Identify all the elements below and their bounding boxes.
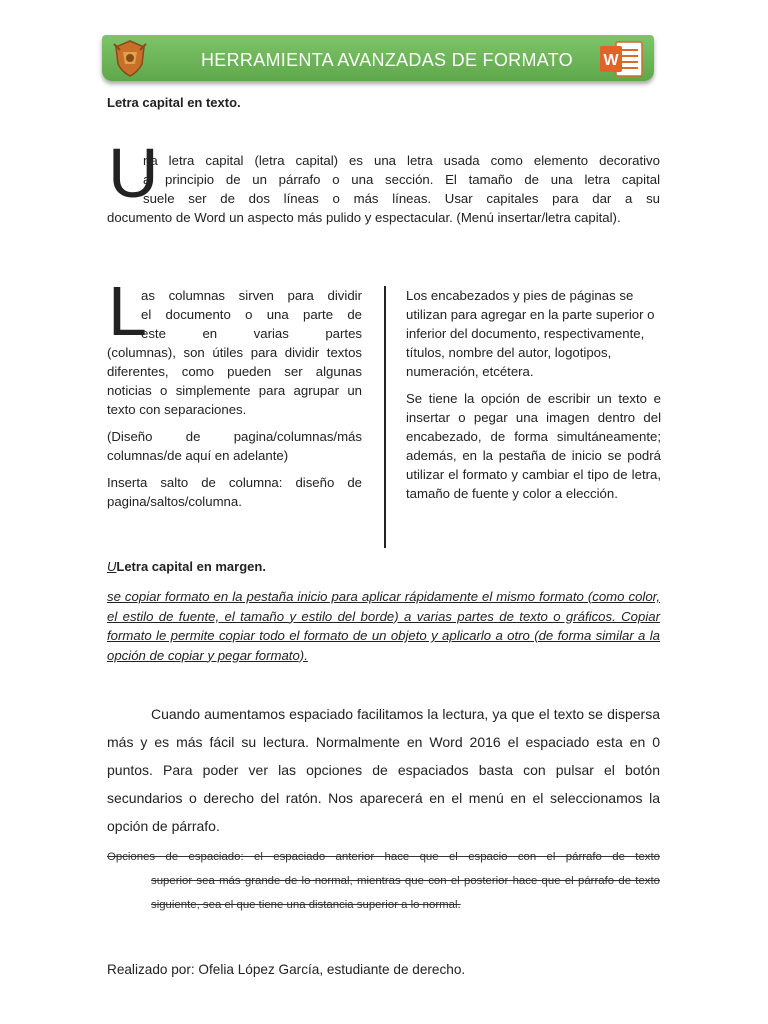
left-column: [107, 286, 362, 519]
page-title: HERRAMIENTA AVANZADAS DE FORMATO: [201, 50, 573, 70]
column-divider: [384, 286, 386, 548]
left-column-paragraph-3: Inserta salto de columna: diseño de pagina/saltos/columna.: [107, 475, 362, 509]
right-column: [406, 286, 661, 511]
section-heading-letra-capital-texto: Letra capital en texto.: [107, 95, 241, 110]
left-column-line: este en varias partes: [141, 326, 362, 341]
drop-cap-letter: U: [108, 134, 159, 212]
left-column-paragraph-2: (Diseño de pagina/columnas/más columnas/de aquí en adelante): [107, 429, 362, 463]
svg-text:W: W: [603, 52, 619, 69]
section-heading-letra-capital-margen: [107, 557, 266, 576]
header-banner: [102, 35, 654, 81]
shield-logo-icon: [110, 38, 150, 78]
section4-rest: superior sea más grande de lo normal, mientras que con el posterior hace que el párrafo de texto siguiente, sea el que tiene una distancia superior a lo normal.: [151, 875, 660, 911]
section1-line: na letra capital (letra capital) es una letra usada como elemento decorativo: [143, 153, 660, 168]
author-credit: Realizado por: Ofelia López García, estudiante de derecho.: [107, 962, 466, 977]
word-icon: [598, 40, 644, 78]
section4-paragraph: [107, 845, 660, 917]
section1-paragraph: [107, 151, 660, 227]
margin-cap-letter: U: [107, 559, 117, 574]
left-column-line: as columnas sirven para dividir: [141, 288, 362, 303]
left-column-rest: (columnas), son útiles para dividir textos diferentes, como pueden ser algunas noticias o simplemente para agrupar un texto con separaciones.: [107, 345, 362, 417]
section1-rest: documento de Word un aspecto más pulido y espectacular. (Menú insertar/letra capital).: [107, 210, 621, 225]
section2-paragraph: se copiar formato en la pestaña inicio para aplicar rápidamente el mismo formato (como color, el estilo de fuente, el tamaño y estilo del borde) a varias partes de texto o gráficos. Copiar formato le permite copiar todo el formato de un objeto y aplicarlo a otro (de forma similar a la opción de copiar y pegar formato).: [107, 589, 660, 663]
section1-line: al principio de un párrafo o una sección. El tamaño de una letra capital: [143, 172, 660, 187]
section3-paragraph: Cuando aumentamos espaciado facilitamos la lectura, ya que el texto se dispersa más y es más fácil su lectura. Normalmente en Word 2016 el espaciado esta en 0 puntos. Para poder ver las opciones de espaciados basta con pulsar el botón secundarios o derecho del ratón. Nos aparecerá en el menú en el seleccionamos la opción de párrafo.: [107, 706, 660, 834]
right-column-paragraph-2: Se tiene la opción de escribir un texto e insertar o pegar una imagen dentro del encabezado, de forma simultáneamente; además, en la pestaña de inicio se podrá utilizar el formato y cambiar el tipo de letra, tamaño de fuente y color a elección.: [406, 391, 661, 501]
right-column-paragraph-1: Los encabezados y pies de páginas se utilizan para agregar en la parte superior o inferior del documento, respectivamente, títulos, nombre del autor, logotipos, numeración, etcétera.: [406, 288, 655, 379]
section4-first-line: Opciones de espaciado: el espaciado anterior hace que el espacio con el párrafo de texto: [107, 851, 660, 863]
drop-cap-letter: L: [108, 272, 147, 350]
left-column-line: el documento o una parte de: [141, 307, 362, 322]
section1-line: suele ser de dos líneas o más líneas. Usar capitales para dar a su: [143, 191, 660, 206]
section2-heading-text: Letra capital en margen.: [116, 559, 266, 574]
